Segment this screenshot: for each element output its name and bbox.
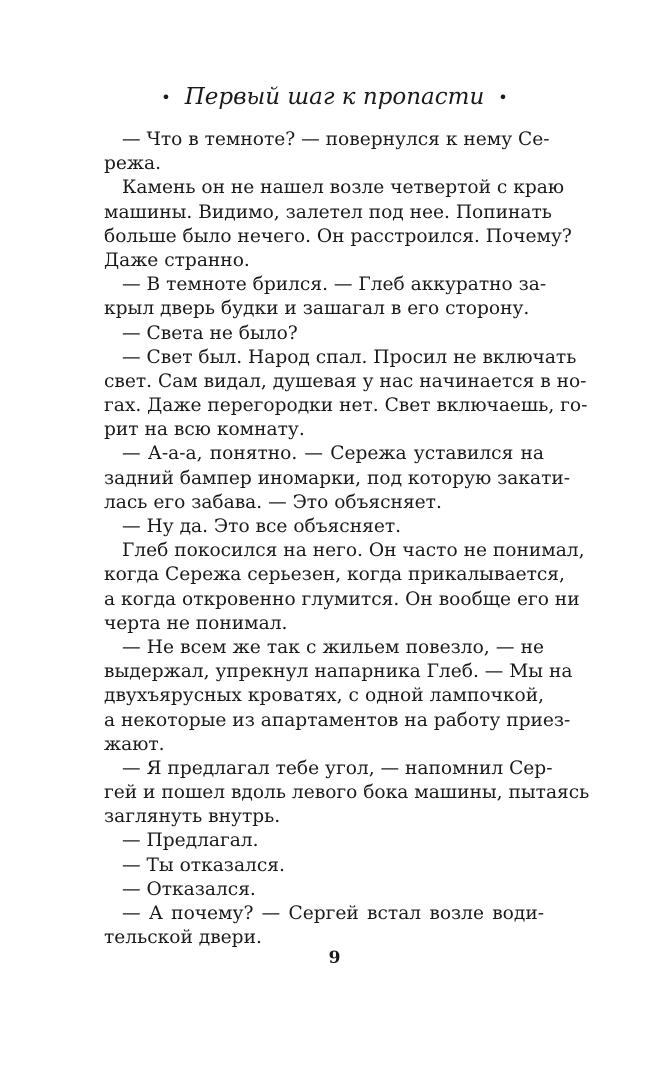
text-line: больше было нечего. Он расстроился. Почему? bbox=[104, 225, 572, 247]
text-line: — Света не было? bbox=[122, 322, 298, 344]
running-head bbox=[0, 82, 669, 113]
text-line: машины. Видимо, залетел под нее. Попинать bbox=[104, 201, 552, 223]
text-line: гей и пошел вдоль левого бока машины, пытаясь bbox=[104, 782, 590, 804]
text-line: а когда откровенно глумится. Он вообще его ни bbox=[104, 588, 580, 610]
text-line: выдержал, упрекнул напарника Глеб. — Мы на bbox=[104, 661, 573, 683]
running-head-bullet-right: • bbox=[498, 88, 508, 107]
text-line: — Отказался. bbox=[122, 878, 256, 900]
text-line: — Что в темноте? — повернулся к нему Се- bbox=[122, 129, 550, 150]
text-line: Даже странно. bbox=[104, 249, 250, 271]
text-line: лась его забава. — Это объясняет. bbox=[104, 491, 442, 513]
text-line: крыл дверь будки и зашагал в его сторону. bbox=[104, 298, 530, 320]
text-line: двухъярусных кроватях, с одной лампочкой, bbox=[104, 685, 544, 707]
text-line: — Ты отказался. bbox=[122, 854, 285, 876]
text-line: когда Сережа серьезен, когда прикалывается, bbox=[104, 564, 565, 586]
text-line: тельской двери. bbox=[104, 927, 262, 949]
running-head-bullet-left: • bbox=[161, 88, 171, 107]
text-line: рит на всю комнату. bbox=[104, 419, 305, 441]
text-line: задний бампер иномарки, под которую закати- bbox=[104, 467, 571, 489]
text-line: свет. Сам видал, душевая у нас начинается в но- bbox=[104, 370, 587, 392]
text-line: — А почему? — Сергей встал возле води- bbox=[122, 903, 544, 924]
text-line: — Ну да. Это все объясняет. bbox=[122, 516, 402, 537]
text-line: — Я предлагал тебе угол, — напомнил Сер- bbox=[122, 757, 553, 779]
text-line: — Не всем же так с жильем повезло, — не bbox=[122, 636, 544, 658]
text-line: гах. Даже перегородки нет. Свет включаешь, го- bbox=[104, 395, 588, 417]
text-line: — В темноте брился. — Глеб аккуратно за- bbox=[122, 274, 547, 296]
text-line: заглянуть внутрь. bbox=[104, 806, 281, 828]
body-text bbox=[104, 128, 590, 950]
text-line: а некоторые из апартаментов на работу приез- bbox=[104, 709, 571, 731]
text-line: — А-а-а, понятно. — Сережа уставился на bbox=[122, 443, 544, 465]
text-line: жают. bbox=[104, 733, 165, 755]
text-line: режа. bbox=[104, 153, 162, 175]
running-head-title: Первый шаг к пропасти bbox=[184, 84, 485, 110]
text-line: черта не понимал. bbox=[104, 612, 288, 634]
text-line: — Предлагал. bbox=[122, 830, 259, 852]
text-line: Камень он не нашел возле четвертой с краю bbox=[122, 177, 565, 199]
text-line: Глеб покосился на него. Он часто не понимал, bbox=[122, 540, 585, 562]
text-line: — Свет был. Народ спал. Просил не включать bbox=[122, 346, 577, 368]
page-number: 9 bbox=[328, 948, 341, 968]
